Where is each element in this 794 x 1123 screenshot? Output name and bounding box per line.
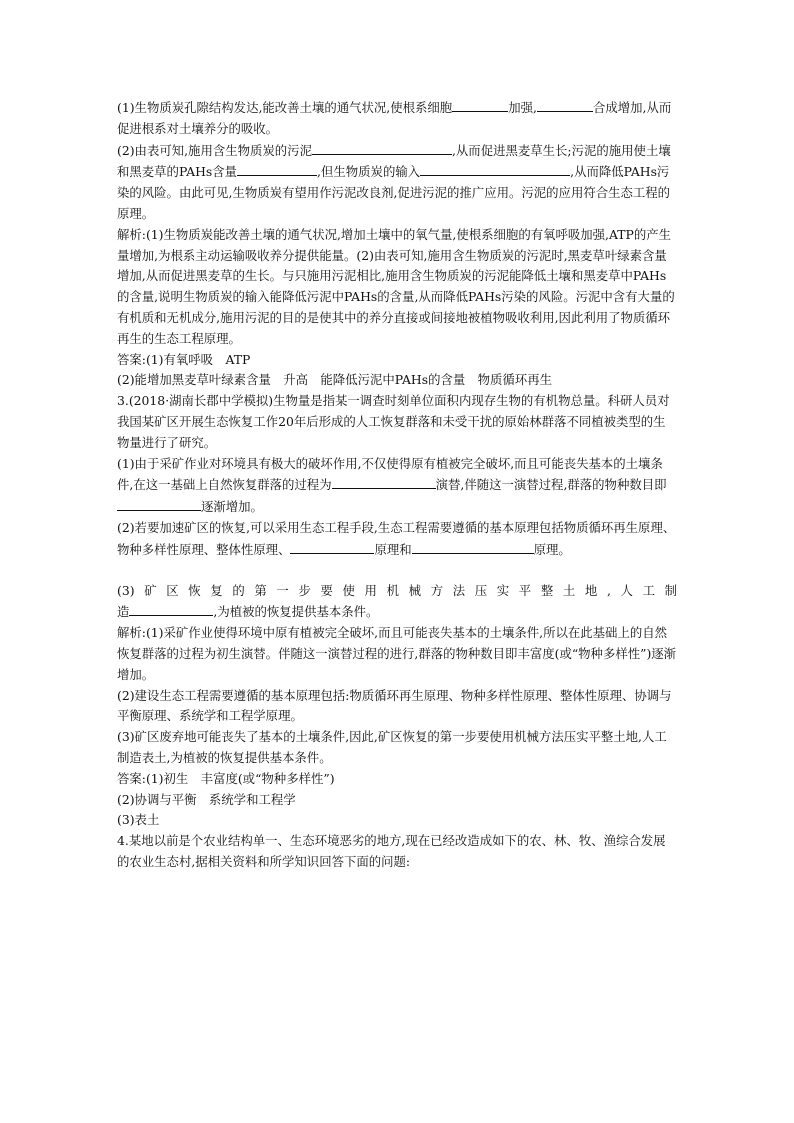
answer-blank	[129, 601, 213, 616]
document-page	[117, 97, 677, 873]
q3-answer-3: (3)表土	[117, 812, 160, 828]
q3-analysis-3: (3)矿区废弃地可能丧失了基本的土壤条件,因此,矿区恢复的第一步要使用机械方法压实平整土地,人工制造表土,为植被的恢复提供基本条件。	[117, 729, 667, 765]
q3-analysis-2: (2)建设生态工程需要遵循的基本原理包括:物质循环再生原理、物种多样性原理、整体性原理、协调与平衡原理、系统学和工程学原理。	[117, 687, 672, 724]
q3-part3-line1: (3)矿区恢复的第一步要使用机械方法压实平整土地,人工制	[117, 582, 677, 598]
answer-blank	[332, 474, 436, 489]
q2-analysis: 解析:(1)生物质炭能改善土壤的通气状况,增加土壤中的氧气量,使根系细胞的有氧呼吸加强,ATP的产生量增加,为根系主动运输吸收养分提供能量。(2)由表可知,施用含生物质炭的污泥时,黑麦草叶绿素含量增加,从而促进黑麦草的生长。与只施用污泥相比,施用含生物质炭的污泥能降低土壤和黑麦草中PAHs的含量,说明生物质炭的输入能降低污泥中PAHs的含量,从而降低PAHs污染的风险。污泥中含有大量的有机质和无机成分,施用污泥的目的是使其中的养分直接或间接地被植物吸收利用,因此利用了物质循环再生的生态工程原理。	[117, 226, 675, 346]
q3-part2: (2)若要加速矿区的恢复,可以采用生态工程手段,生态工程需要遵循的基本原理包括物质循环再生原理、物种多样性原理、整体性原理、 原理和 原理。	[117, 519, 676, 557]
answer-blank	[537, 97, 593, 112]
q3-analysis-1: 解析:(1)采矿作业使得环境中原有植被完全破坏,而且可能丧失基本的土壤条件,所以在此基础上的自然恢复群落的过程为初生演替。伴随这一演替过程的进行,群落的物种数目即丰富度(或“物种多样性”)逐渐增加。	[117, 625, 677, 682]
q2-part1: (1)生物质炭孔隙结构发达,能改善土壤的通气状况,使根系细胞 加强, 合成增加,从而促进根系对土壤养分的吸收。	[117, 97, 677, 140]
q3-part1: (1)由于采矿作业对环境具有极大的破坏作用,不仅使得原有植被完全破坏,而且可能丧失基本的土壤条件,在这一基础上自然恢复群落的过程为 演替,伴随这一演替过程,群落的物种数目即逐渐增加。	[117, 455, 667, 515]
answer-blank	[117, 496, 201, 511]
q3-answer-1: 答案:(1)初生 丰富度(或“物种多样性”)	[117, 770, 335, 786]
q4-stem: 4.某地以前是个农业结构单一、生态环境恶劣的地方,现在已经改造成如下的农、林、牧、渔综合发展的农业生态村,据相关资料和所学知识回答下面的问题:	[117, 833, 666, 869]
q2-answer-1: 答案:(1)有氧呼吸 ATP	[117, 351, 251, 367]
q3-stem: 3.(2018·湖南长郡中学模拟)生物量是指某一调查时刻单位面积内现存生物的有机物总量。科研人员对我国某矿区开展生态恢复工作20年后形成的人工恢复群落和未受干扰的原始林群落不同植被类型的生物量进行了研究。	[117, 393, 670, 450]
answer-blank	[452, 97, 508, 112]
answer-blank	[412, 539, 534, 554]
answer-blank	[312, 140, 452, 155]
answer-blank	[420, 161, 570, 176]
q3-answer-2: (2)协调与平衡 系统学和工程学	[117, 791, 296, 807]
q3-part3-line2: 造 ,为植被的恢复提供基本条件。	[117, 601, 677, 623]
spacer	[117, 561, 677, 581]
q2-answer-2: (2)能增加黑麦草叶绿素含量 升高 能降低污泥中PAHs的含量 物质循环再生	[117, 372, 552, 388]
q2-part2: (2)由表可知,施用含生物质炭的污泥 ,从而促进黑麦草生长;污泥的施用使土壤和黑麦草的PAHs含量 ,但生物质炭的输入 ,从而降低PAHs污染的风险。由此可见,生物质炭有望用作污泥改良剂,促进污泥的推广应用。污泥的应用符合生态工程的原理。	[117, 140, 677, 225]
answer-blank	[290, 539, 374, 554]
answer-blank	[237, 161, 317, 176]
